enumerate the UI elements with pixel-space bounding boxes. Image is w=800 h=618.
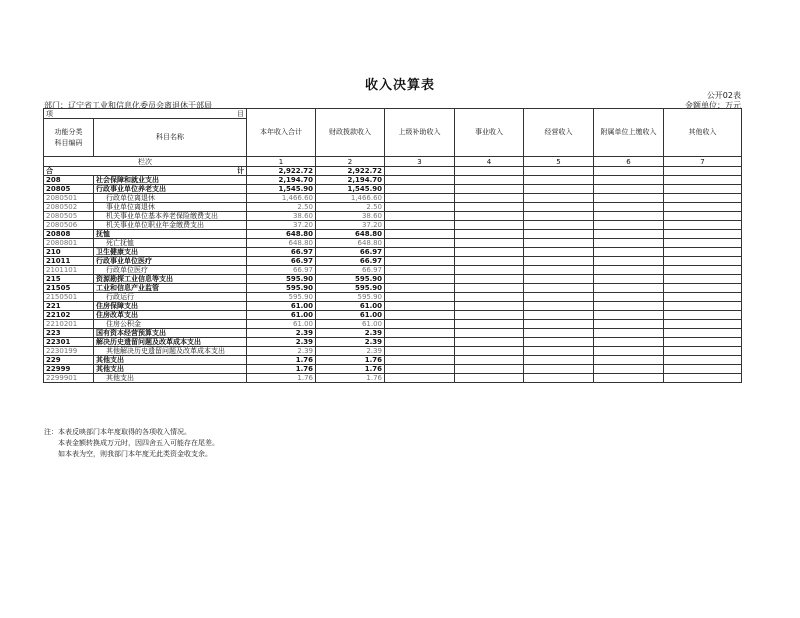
func-code-cell: 2080502 <box>44 203 94 212</box>
table-row <box>44 230 742 239</box>
value-cell <box>385 176 455 185</box>
value-cell <box>664 329 742 338</box>
func-code-cell: 2299901 <box>44 374 94 383</box>
col-header-business-revenue: 事业收入 <box>455 109 524 157</box>
value-cell <box>664 230 742 239</box>
col-header-operating-revenue: 经营收入 <box>524 109 594 157</box>
table-row <box>44 329 742 338</box>
value-cell <box>385 203 455 212</box>
value-cell <box>664 248 742 257</box>
func-code-cell: 2080501 <box>44 194 94 203</box>
table-row <box>44 320 742 329</box>
func-code-cell: 21011 <box>44 257 94 266</box>
col-header-fiscal-appropriation: 财政拨款收入 <box>316 109 385 157</box>
revenue-table <box>43 108 742 383</box>
value-cell <box>524 266 594 275</box>
func-code-cell: 215 <box>44 275 94 284</box>
subject-name-cell: 事业单位离退休 <box>94 203 247 212</box>
value-cell <box>455 320 524 329</box>
total-row <box>44 167 742 176</box>
value-cell <box>385 302 455 311</box>
value-cell <box>455 365 524 374</box>
col-header-subject-name: 科目名称 <box>94 119 247 157</box>
value-cell <box>664 284 742 293</box>
value-cell <box>455 257 524 266</box>
value-cell <box>455 212 524 221</box>
total-ji-label: 计 <box>237 167 244 175</box>
func-code-cell: 2080506 <box>44 221 94 230</box>
value-cell: 1.76 <box>247 374 316 383</box>
value-cell <box>664 302 742 311</box>
value-cell <box>524 230 594 239</box>
value-cell: 38.60 <box>316 212 385 221</box>
value-cell <box>664 311 742 320</box>
func-code-cell: 229 <box>44 356 94 365</box>
column-index: 5 <box>524 157 594 167</box>
value-cell <box>385 311 455 320</box>
page-title: 收入决算表 <box>364 78 435 93</box>
value-cell <box>385 275 455 284</box>
value-cell <box>664 275 742 284</box>
value-cell: 1.76 <box>316 365 385 374</box>
value-cell <box>385 185 455 194</box>
table-row <box>44 365 742 374</box>
column-index: 6 <box>594 157 664 167</box>
subject-name-cell: 资源勘探工业信息等支出 <box>94 275 247 284</box>
table-row <box>44 239 742 248</box>
table-row <box>44 266 742 275</box>
value-cell: 595.90 <box>316 293 385 302</box>
value-cell <box>664 221 742 230</box>
value-cell <box>524 347 594 356</box>
column-index: 2 <box>316 157 385 167</box>
func-code-cell: 22301 <box>44 338 94 347</box>
value-cell <box>524 194 594 203</box>
total-value <box>664 167 742 176</box>
value-cell <box>385 266 455 275</box>
value-cell: 2.39 <box>247 329 316 338</box>
func-code-cell: 2150501 <box>44 293 94 302</box>
value-cell <box>594 347 664 356</box>
value-cell <box>455 194 524 203</box>
col-header-total-revenue: 本年收入合计 <box>247 109 316 157</box>
table-row <box>44 293 742 302</box>
func-code-cell: 20808 <box>44 230 94 239</box>
func-code-cell: 210 <box>44 248 94 257</box>
header-item-label: 项 <box>46 109 53 118</box>
value-cell <box>524 356 594 365</box>
subject-name-cell: 其他解决历史遗留问题及改革成本支出 <box>94 347 247 356</box>
value-cell <box>664 266 742 275</box>
value-cell <box>524 329 594 338</box>
value-cell <box>455 356 524 365</box>
subject-name-cell: 卫生健康支出 <box>94 248 247 257</box>
subject-name-cell: 住房公积金 <box>94 320 247 329</box>
value-cell: 61.00 <box>247 302 316 311</box>
column-index: 7 <box>664 157 742 167</box>
subject-name-cell: 其他支出 <box>94 356 247 365</box>
value-cell <box>594 203 664 212</box>
value-cell <box>455 203 524 212</box>
table-row <box>44 185 742 194</box>
value-cell <box>524 293 594 302</box>
value-cell: 2,194.70 <box>247 176 316 185</box>
value-cell <box>455 293 524 302</box>
subject-name-cell: 行政运行 <box>94 293 247 302</box>
value-cell: 595.90 <box>247 284 316 293</box>
value-cell: 595.90 <box>247 275 316 284</box>
value-cell <box>664 203 742 212</box>
value-cell: 648.80 <box>316 239 385 248</box>
total-value: 2,922.72 <box>316 167 385 176</box>
value-cell <box>455 239 524 248</box>
value-cell <box>594 338 664 347</box>
total-value: 2,922.72 <box>247 167 316 176</box>
value-cell <box>524 239 594 248</box>
col-header-superior-subsidy: 上级补助收入 <box>385 109 455 157</box>
func-code-cell: 22999 <box>44 365 94 374</box>
total-value <box>594 167 664 176</box>
total-value <box>455 167 524 176</box>
func-code-cell: 221 <box>44 302 94 311</box>
value-cell <box>455 302 524 311</box>
value-cell <box>385 338 455 347</box>
value-cell: 2,194.70 <box>316 176 385 185</box>
column-index: 4 <box>455 157 524 167</box>
value-cell <box>455 311 524 320</box>
value-cell <box>664 320 742 329</box>
value-cell <box>594 302 664 311</box>
table-row <box>44 203 742 212</box>
value-cell <box>524 176 594 185</box>
subject-name-cell: 住房保障支出 <box>94 302 247 311</box>
value-cell <box>524 257 594 266</box>
value-cell: 2.39 <box>247 338 316 347</box>
value-cell <box>455 347 524 356</box>
value-cell <box>664 185 742 194</box>
value-cell: 61.00 <box>247 311 316 320</box>
value-cell <box>664 356 742 365</box>
subject-name-cell: 工业和信息产业监管 <box>94 284 247 293</box>
value-cell: 595.90 <box>316 284 385 293</box>
value-cell <box>594 248 664 257</box>
table-row <box>44 248 742 257</box>
value-cell <box>594 365 664 374</box>
header-mu-label: 目 <box>237 109 244 118</box>
value-cell: 37.20 <box>247 221 316 230</box>
total-value <box>385 167 455 176</box>
subject-name-cell: 机关事业单位职业年金缴费支出 <box>94 221 247 230</box>
value-cell <box>524 203 594 212</box>
value-cell: 66.97 <box>247 248 316 257</box>
value-cell <box>385 239 455 248</box>
value-cell <box>664 212 742 221</box>
amount-unit-label: 金额单位：万元 <box>685 101 741 110</box>
value-cell <box>524 275 594 284</box>
value-cell <box>594 320 664 329</box>
value-cell: 2.50 <box>316 203 385 212</box>
value-cell <box>664 365 742 374</box>
value-cell <box>594 293 664 302</box>
value-cell <box>664 239 742 248</box>
value-cell <box>455 284 524 293</box>
value-cell <box>594 374 664 383</box>
department-label: 部门：辽宁省工业和信息化委员会离退休干部局 <box>44 101 212 110</box>
subject-name-cell: 行政事业单位养老支出 <box>94 185 247 194</box>
value-cell <box>524 311 594 320</box>
notes <box>44 427 219 460</box>
value-cell <box>385 374 455 383</box>
value-cell <box>594 275 664 284</box>
value-cell: 61.00 <box>316 320 385 329</box>
value-cell: 2.39 <box>247 347 316 356</box>
subject-name-cell: 行政事业单位医疗 <box>94 257 247 266</box>
column-index: 1 <box>247 157 316 167</box>
subject-name-cell: 机关事业单位基本养老保险缴费支出 <box>94 212 247 221</box>
subject-name-cell: 住房改革支出 <box>94 311 247 320</box>
value-cell <box>455 374 524 383</box>
value-cell <box>594 311 664 320</box>
value-cell <box>524 284 594 293</box>
value-cell <box>455 338 524 347</box>
value-cell <box>385 230 455 239</box>
func-code-cell: 2210201 <box>44 320 94 329</box>
col-header-func-code: 功能分类 科目编码 <box>44 119 94 157</box>
note-line: 本表金额转换成万元时，因四舍五入可能存在尾差。 <box>58 439 219 447</box>
col-header-other-revenue: 其他收入 <box>664 109 742 157</box>
value-cell <box>385 356 455 365</box>
table-row <box>44 284 742 293</box>
table-row <box>44 302 742 311</box>
func-code-cell: 2230199 <box>44 347 94 356</box>
total-label-cell <box>44 167 247 176</box>
subject-name-cell: 死亡抚恤 <box>94 239 247 248</box>
func-code-cell: 2101101 <box>44 266 94 275</box>
value-cell: 595.90 <box>247 293 316 302</box>
value-cell <box>524 221 594 230</box>
table-row <box>44 374 742 383</box>
value-cell <box>664 194 742 203</box>
value-cell: 2.39 <box>316 329 385 338</box>
value-cell <box>594 185 664 194</box>
func-code-cell: 20805 <box>44 185 94 194</box>
value-cell <box>594 230 664 239</box>
subject-name-cell: 解决历史遗留问题及改革成本支出 <box>94 338 247 347</box>
value-cell <box>594 194 664 203</box>
value-cell: 2.50 <box>247 203 316 212</box>
value-cell <box>594 284 664 293</box>
table-row <box>44 347 742 356</box>
value-cell: 66.97 <box>247 266 316 275</box>
value-cell <box>385 365 455 374</box>
table-row <box>44 275 742 284</box>
note-line: 注：本表反映部门本年度取得的各项收入情况。 <box>44 428 191 436</box>
value-cell: 595.90 <box>316 275 385 284</box>
value-cell: 61.00 <box>316 311 385 320</box>
value-cell <box>594 176 664 185</box>
value-cell <box>385 248 455 257</box>
func-code-cell: 2080801 <box>44 239 94 248</box>
value-cell <box>594 329 664 338</box>
value-cell <box>385 347 455 356</box>
value-cell <box>385 212 455 221</box>
value-cell: 2.39 <box>316 338 385 347</box>
table-row <box>44 176 742 185</box>
value-cell: 2.39 <box>316 347 385 356</box>
value-cell: 38.60 <box>247 212 316 221</box>
table-row <box>44 212 742 221</box>
value-cell <box>594 356 664 365</box>
func-code-cell: 22102 <box>44 311 94 320</box>
value-cell <box>455 275 524 284</box>
value-cell: 61.00 <box>247 320 316 329</box>
value-cell <box>524 338 594 347</box>
value-cell <box>385 194 455 203</box>
table-row <box>44 194 742 203</box>
value-cell <box>385 257 455 266</box>
subject-name-cell: 社会保障和就业支出 <box>94 176 247 185</box>
value-cell <box>385 293 455 302</box>
value-cell <box>455 230 524 239</box>
value-cell <box>455 248 524 257</box>
form-number: 公开02表 <box>706 91 741 100</box>
column-index-label: 栏次 <box>44 157 247 167</box>
header-top-row <box>44 109 742 119</box>
value-cell <box>385 320 455 329</box>
value-cell <box>455 176 524 185</box>
value-cell <box>524 212 594 221</box>
value-cell: 66.97 <box>247 257 316 266</box>
table-row <box>44 311 742 320</box>
value-cell <box>664 374 742 383</box>
column-index: 3 <box>385 157 455 167</box>
value-cell: 1.76 <box>247 356 316 365</box>
value-cell: 1.76 <box>316 374 385 383</box>
note-line: 如本表为空，则我部门本年度无此类资金收支余。 <box>58 450 212 458</box>
value-cell <box>594 212 664 221</box>
value-cell: 66.97 <box>316 266 385 275</box>
subject-name-cell: 抚恤 <box>94 230 247 239</box>
table-row <box>44 257 742 266</box>
value-cell <box>385 221 455 230</box>
value-cell <box>455 266 524 275</box>
value-cell <box>524 302 594 311</box>
value-cell <box>664 176 742 185</box>
value-cell <box>385 329 455 338</box>
value-cell <box>455 185 524 194</box>
table-row <box>44 338 742 347</box>
subject-name-cell: 国有资本经营预算支出 <box>94 329 247 338</box>
value-cell <box>385 284 455 293</box>
subject-name-cell: 其他支出 <box>94 374 247 383</box>
func-code-cell: 2080505 <box>44 212 94 221</box>
subject-name-cell: 行政单位医疗 <box>94 266 247 275</box>
table-row <box>44 221 742 230</box>
value-cell: 1,545.90 <box>316 185 385 194</box>
value-cell: 66.97 <box>316 257 385 266</box>
subject-name-cell: 其他支出 <box>94 365 247 374</box>
value-cell: 648.80 <box>316 230 385 239</box>
col-header-affiliate-payments: 附属单位上缴收入 <box>594 109 664 157</box>
value-cell: 1,466.60 <box>247 194 316 203</box>
value-cell <box>524 374 594 383</box>
value-cell: 1,466.60 <box>316 194 385 203</box>
value-cell <box>524 365 594 374</box>
total-value <box>524 167 594 176</box>
value-cell <box>594 239 664 248</box>
func-code-cell: 223 <box>44 329 94 338</box>
value-cell <box>664 257 742 266</box>
value-cell <box>524 248 594 257</box>
value-cell <box>664 293 742 302</box>
value-cell: 1.76 <box>316 356 385 365</box>
value-cell <box>524 185 594 194</box>
value-cell <box>594 257 664 266</box>
value-cell <box>455 329 524 338</box>
func-code-cell: 208 <box>44 176 94 185</box>
value-cell: 1,545.90 <box>247 185 316 194</box>
value-cell <box>455 221 524 230</box>
total-he-label: 合 <box>46 167 53 175</box>
func-code-cell: 21505 <box>44 284 94 293</box>
value-cell <box>664 347 742 356</box>
value-cell <box>524 320 594 329</box>
value-cell: 66.97 <box>316 248 385 257</box>
table-row <box>44 356 742 365</box>
column-index-row <box>44 157 742 167</box>
value-cell: 61.00 <box>316 302 385 311</box>
value-cell <box>594 266 664 275</box>
value-cell: 1.76 <box>247 365 316 374</box>
value-cell: 648.80 <box>247 239 316 248</box>
value-cell <box>664 338 742 347</box>
subject-name-cell: 行政单位离退休 <box>94 194 247 203</box>
value-cell: 37.20 <box>316 221 385 230</box>
value-cell: 648.80 <box>247 230 316 239</box>
item-mu-cell <box>44 109 247 119</box>
value-cell <box>594 221 664 230</box>
